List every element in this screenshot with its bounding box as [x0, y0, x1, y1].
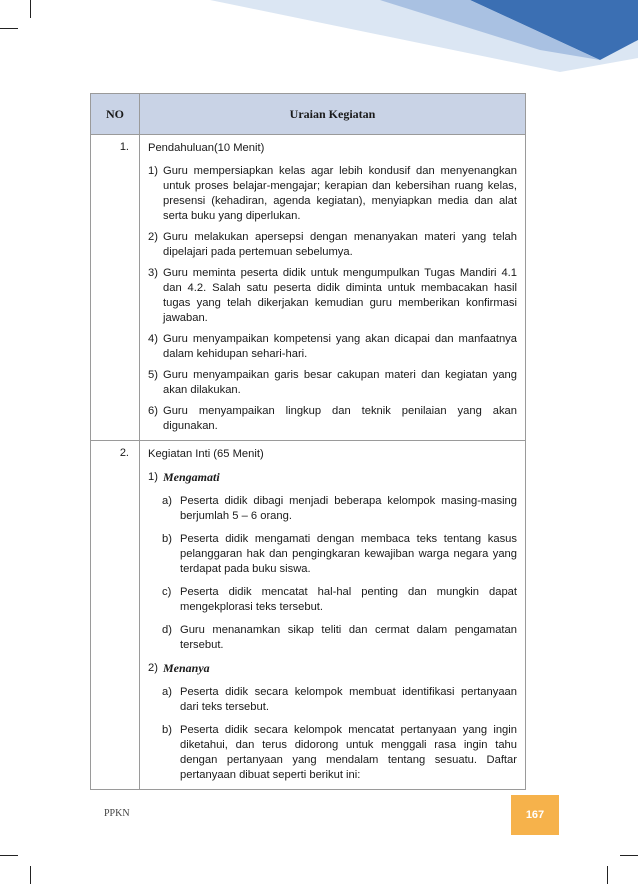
list-item: [148, 585, 517, 615]
section-title: Mengamati: [163, 470, 220, 484]
item-number: d): [162, 624, 172, 636]
list-item: [148, 368, 517, 398]
crop-mark: [607, 866, 608, 884]
list-item: [148, 532, 517, 577]
list-item: [148, 164, 517, 224]
list-item: [148, 230, 517, 260]
table-row-kegiatan-inti: [91, 441, 526, 790]
item-text: Guru melakukan apersepsi dengan menanyakan materi yang telah dipelajari pada pertemuan sebelumya.: [163, 231, 517, 258]
item-text: Guru meminta peserta didik untuk mengumpulkan Tugas Mandiri 4.1 dan 4.2. Salah satu peserta didik diminta untuk membacakan hasil tugas yang telah dikerjakan kemudian guru memberikan konfirmasi jawaban.: [163, 267, 517, 324]
page-number-badge: 167: [511, 795, 559, 835]
item-number: 5): [148, 369, 158, 381]
item-number: b): [162, 724, 172, 736]
item-number: 4): [148, 333, 158, 345]
table-row-pendahuluan: [91, 135, 526, 441]
item-text: Peserta didik secara kelompok mencatat pertanyaan yang ingin diketahui, dan terus didorong untuk menggali rasa ingin tahu dengan pertanyaan yang mendalam tentang sesuatu. Daftar pertanyaan dibuat seperti berikut ini:: [180, 724, 517, 781]
crop-mark: [30, 866, 31, 884]
activity-table: [90, 93, 526, 790]
row-content: [140, 441, 526, 790]
list-item: [148, 332, 517, 362]
list-item: [148, 723, 517, 783]
item-number: b): [162, 533, 172, 545]
section-number: 1): [148, 471, 158, 483]
section-mengamati: [148, 470, 517, 486]
section-title: Menanya: [163, 661, 210, 675]
column-header-uraian: Uraian Kegiatan: [140, 94, 526, 135]
item-text: Peserta didik dibagi menjadi beberapa kelompok masing-masing berjumlah 5 – 6 orang.: [180, 495, 517, 522]
section-number: 2): [148, 662, 158, 674]
item-text: Guru menyampaikan garis besar cakupan materi dan kegiatan yang akan dilakukan.: [163, 369, 517, 396]
item-text: Guru menanamkan sikap teliti dan cermat dalam pengamatan tersebut.: [180, 624, 517, 651]
item-text: Peserta didik mengamati dengan membaca teks tentang kasus pelanggaran hak dan pengingkaran kewajiban warga negara yang terdapat pada buku siswa.: [180, 533, 517, 575]
header-banner: [0, 0, 638, 80]
crop-mark: [0, 855, 18, 856]
item-text: Guru menyampaikan kompetensi yang akan dicapai dan manfaatnya dalam kehidupan sehari-hari.: [163, 333, 517, 360]
row-number: 1.: [91, 135, 140, 441]
crop-mark: [620, 855, 638, 856]
item-number: a): [162, 686, 172, 698]
item-number: 3): [148, 267, 158, 279]
item-text: Peserta didik mencatat hal-hal penting dan mungkin dapat mengekplorasi teks tersebut.: [180, 586, 517, 613]
item-number: 1): [148, 165, 158, 177]
item-number: c): [162, 586, 172, 598]
footer-subject: PPKN: [104, 808, 130, 819]
column-header-no: NO: [91, 94, 140, 135]
list-item: [148, 266, 517, 326]
row-heading: Pendahuluan(10 Menit): [148, 142, 265, 154]
item-number: 6): [148, 405, 158, 417]
list-item: [148, 623, 517, 653]
item-number: a): [162, 495, 172, 507]
item-text: Guru menyampaikan lingkup dan teknik penilaian yang akan digunakan.: [163, 405, 517, 432]
section-menanya: [148, 661, 517, 677]
row-heading: Kegiatan Inti (65 Menit): [148, 448, 264, 460]
item-text: Peserta didik secara kelompok membuat identifikasi pertanyaan dari teks tersebut.: [180, 686, 517, 713]
list-item: [148, 685, 517, 715]
row-content: [140, 135, 526, 441]
item-number: 2): [148, 231, 158, 243]
list-item: [148, 494, 517, 524]
item-text: Guru mempersiapkan kelas agar lebih kondusif dan menyenangkan untuk proses belajar-mengajar; kerapian dan kebersihan ruang kelas, presensi (kehadiran, agenda kegiatan), menyiapkan media dan alat serta buku yang diperlukan.: [163, 165, 517, 222]
list-item: [148, 404, 517, 434]
row-number: 2.: [91, 441, 140, 790]
table-header-row: [91, 94, 526, 135]
